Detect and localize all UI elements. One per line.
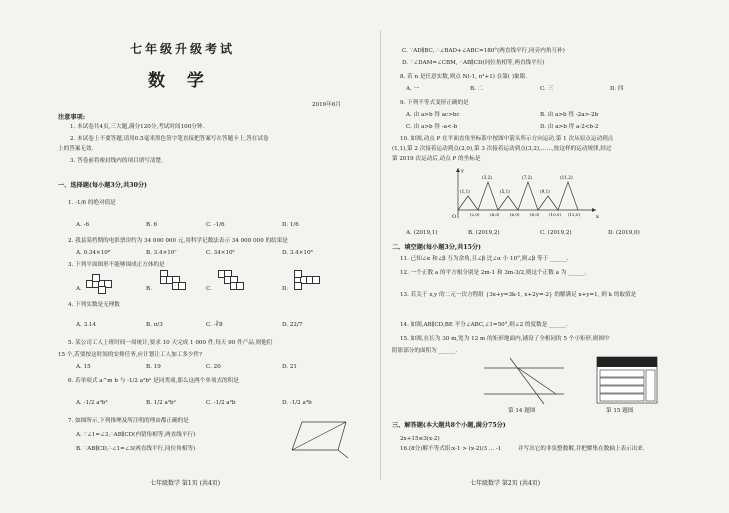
q15-figure bbox=[596, 356, 658, 404]
pt-top-1: (1,1) bbox=[460, 189, 470, 194]
q10-zigzag-figure bbox=[450, 166, 600, 222]
q11: 11. 已知∠α 和∠β 互为余角,且∠β 比∠α 小 10°,则∠β 等于 ______. bbox=[400, 256, 569, 262]
pt-bot-1: (2,0) bbox=[470, 212, 480, 217]
q8-opt-d: D. 四 bbox=[610, 86, 624, 92]
q9: 9. 下列不等式变形正确的是 bbox=[400, 100, 469, 106]
notice-title: 注意事项: bbox=[58, 114, 86, 121]
pt-bot-5: (10,0) bbox=[549, 212, 562, 217]
pt-top-2: (3,2) bbox=[482, 175, 492, 180]
q9-opt-b: B. 由 a>b 得 -2a>-2b bbox=[540, 112, 599, 118]
q8-opt-b: B. 二 bbox=[470, 86, 484, 92]
q14: 14. 如图,AB∥CD,BE 平分∠ABC,∠1=50°,则∠2 的度数是 ______. bbox=[400, 322, 568, 328]
pt-top-3: (5,1) bbox=[500, 189, 510, 194]
q7-opt-a: A. ∵∠1=∠3,∴AB∥CD(内错角相等,两直线平行) bbox=[76, 432, 196, 438]
footer-right: 七年级数学 第2页 (共4页) bbox=[470, 480, 541, 487]
q2-opt-a: A. 0.34×10⁸ bbox=[76, 250, 111, 256]
footer-left: 七年级数学 第1页 (共4页) bbox=[150, 480, 221, 487]
q5: 5. 某公司工人上班时间一周统计,要求 10 天完成 1 000 件,每天 90 件产品,则他们 bbox=[68, 340, 273, 346]
q8-opt-c: C. 三 bbox=[540, 86, 554, 92]
q7-opt-c: C. ∵AD∥BC, ∴∠BAD+∠ABC=180°(两直线平行,同旁内角互补) bbox=[402, 48, 565, 54]
notice-3: 3. 答卷前将密封线内的项目填写清楚. bbox=[70, 158, 163, 164]
q6: 6. 若单项式 a^m b 与 -1/2 a²bⁿ 是同类项,那么这两个单项式的积是 bbox=[68, 378, 239, 384]
q6-opt-c: C. -1/2 a²b bbox=[206, 400, 236, 406]
page-divider bbox=[380, 30, 381, 480]
q4-opt-d: D. 22/7 bbox=[282, 322, 303, 328]
q10: 10. 如图,动点 P 在平面直角坐标系中按图中箭头所示方向运动,第 1 次从原点运动到点 bbox=[400, 136, 614, 142]
q12: 12. 一个正数 a 的平方根分别是 2m-1 和 3m-3/2,则这个正数 a 为 ______. bbox=[400, 270, 587, 276]
q4-opt-c: C. -∛8 bbox=[206, 322, 223, 328]
q9-opt-d: D. 由 a>b 得 a-2<b-2 bbox=[540, 124, 599, 130]
fig14-caption: 第 14 题图 bbox=[508, 408, 536, 414]
q4-opt-b: B. π/3 bbox=[146, 322, 163, 328]
q15-b: 阴影部分的面积为 ______. bbox=[392, 348, 458, 354]
exam-date: 2019年6月 bbox=[312, 102, 341, 108]
q1: 1. -1/6 的绝对值是 bbox=[68, 200, 116, 206]
q16-eq1: 2x+15≤3(x-2) bbox=[400, 436, 440, 442]
q9-opt-c: C. 由 a>b 得 -a<-b bbox=[406, 124, 458, 130]
section-fill: 二、填空题(每小题3分,共15分) bbox=[392, 244, 481, 251]
axis-x-label: x bbox=[596, 214, 599, 220]
q6-opt-d: D. -1/2 a⁴b bbox=[282, 400, 312, 406]
q13: 13. 若关于 x,y 的二元一次方程组 {3x+y=3k-1, x+2y=-2} 的解满足 x+y=1, 则 k 的取值是 bbox=[400, 292, 637, 298]
q6-opt-b: B. 1/2 a³b² bbox=[146, 400, 176, 406]
pt-bot-2: (4,0) bbox=[490, 212, 500, 217]
notice-2: 2. 本试卷上不要答题,请用0.5毫米黑色签字笔直接把答案写在答题卡上,答在试卷 bbox=[70, 136, 269, 142]
q3-opt-d: D. bbox=[282, 286, 289, 292]
q7-figure bbox=[290, 418, 350, 462]
q1-opt-a: A. -6 bbox=[76, 222, 90, 228]
q10-opt-a: A. (2019,1) bbox=[406, 230, 438, 236]
pt-top-6: (11,2) bbox=[560, 175, 573, 180]
q7-opt-d: D. ∵∠DAM=∠CBM, ∴AB∥CD(同位角相等,两直线平行) bbox=[402, 60, 545, 66]
q16: 16.(8分)解不等式组: bbox=[400, 446, 453, 452]
section-choice: 一、选择题(每小题3分,共30分) bbox=[58, 182, 147, 189]
axis-origin-label: O bbox=[452, 214, 457, 220]
q15: 15. 如图,在长为 30 m,宽为 12 m 的矩形地面内,铺设了全相同的 5 个小矩形,则图中 bbox=[400, 336, 610, 342]
q16-eq2: x-1 > (x-2)/3 ... -1 bbox=[452, 446, 502, 452]
q1-opt-b: B. 6 bbox=[146, 222, 158, 228]
fig15-caption: 第 15 题图 bbox=[606, 408, 634, 414]
q3: 3. 下列平面图形不能够围成正方体的是 bbox=[68, 262, 165, 268]
pt-top-5: (9,1) bbox=[540, 189, 550, 194]
q4: 4. 下列实数是无理数 bbox=[68, 302, 120, 308]
q8: 8. 若 n 是任意实数,则点 N(-1, n²+1) 在第( )象限. bbox=[400, 74, 528, 80]
q2-opt-b: B. 3.4×10⁷ bbox=[146, 250, 177, 256]
q2-opt-c: C. 34×10⁶ bbox=[206, 250, 235, 256]
q5-opt-b: B. 19 bbox=[146, 364, 161, 370]
q5-opt-d: D. 21 bbox=[282, 364, 297, 370]
q10-opt-d: D. (2019,0) bbox=[608, 230, 640, 236]
q6-opt-a: A. -1/2 a⁴b² bbox=[76, 400, 108, 406]
pt-top-4: (7,2) bbox=[522, 175, 532, 180]
q2-opt-d: D. 3.4×10⁸ bbox=[282, 250, 313, 256]
axis-y-label: y bbox=[461, 168, 464, 174]
q10-c: 第 2019 次运动后,动点 P 的坐标是 bbox=[392, 156, 481, 162]
q8-opt-a: A. 一 bbox=[406, 86, 420, 92]
q14-figure bbox=[480, 356, 570, 406]
pt-bot-6: (12,0) bbox=[568, 212, 581, 217]
pt-bot-4: (8,0) bbox=[530, 212, 540, 217]
subject-title: 数 学 bbox=[148, 71, 212, 91]
q7-opt-b: B. ∵AB∥CD,∴∠1=∠3(两直线平行,同位角相等) bbox=[76, 446, 196, 452]
notice-1: 1. 本试卷共4页,三大题,满分120分,考试时间100分钟. bbox=[70, 124, 205, 130]
q5-opt-a: A. 15 bbox=[76, 364, 91, 370]
q10-opt-b: B. (2019,2) bbox=[468, 230, 500, 236]
q10-opt-c: C. (2019,2) bbox=[540, 230, 572, 236]
notice-2b: 上的答案无效. bbox=[58, 146, 94, 152]
q2: 2. 我县某档期的电影票房约为 34 000 000 元,用科学记数法表示 34 000 000 的结果是 bbox=[68, 238, 288, 244]
section-solve: 三、解答题(本大题共8个小题,满分75分) bbox=[392, 422, 506, 429]
q3-opt-c: C. bbox=[206, 286, 212, 292]
q1-opt-c: C. -1/6 bbox=[206, 222, 225, 228]
q4-opt-a: A. 3.14 bbox=[76, 322, 97, 328]
pt-bot-3: (6,0) bbox=[510, 212, 520, 217]
q9-opt-a: A. 由 a>b 得 ac>bc bbox=[406, 112, 460, 118]
q1-opt-d: D. 1/6 bbox=[282, 222, 299, 228]
q16-tail: 并写出它的非负整数解,并把解集在数轴上表示出来. bbox=[518, 446, 645, 452]
exam-title: 七年级升级考试 bbox=[130, 42, 236, 56]
q3-opt-a: A. bbox=[76, 286, 82, 292]
q3-opt-b: B. bbox=[146, 286, 152, 292]
q5-b: 15 个,若要按这时间的安排任务,应计划让工人加工多少件? bbox=[58, 352, 203, 358]
q5-opt-c: C. 20 bbox=[206, 364, 221, 370]
q7: 7. 如图所示,下列推理及所注明的理由都正确的是 bbox=[68, 418, 189, 424]
q10-b: (1,1),第 2 次接着运动到点(2,0),第 3 次接着运动到点(3,2),……,按这样的运动规律,经过 bbox=[392, 146, 612, 152]
